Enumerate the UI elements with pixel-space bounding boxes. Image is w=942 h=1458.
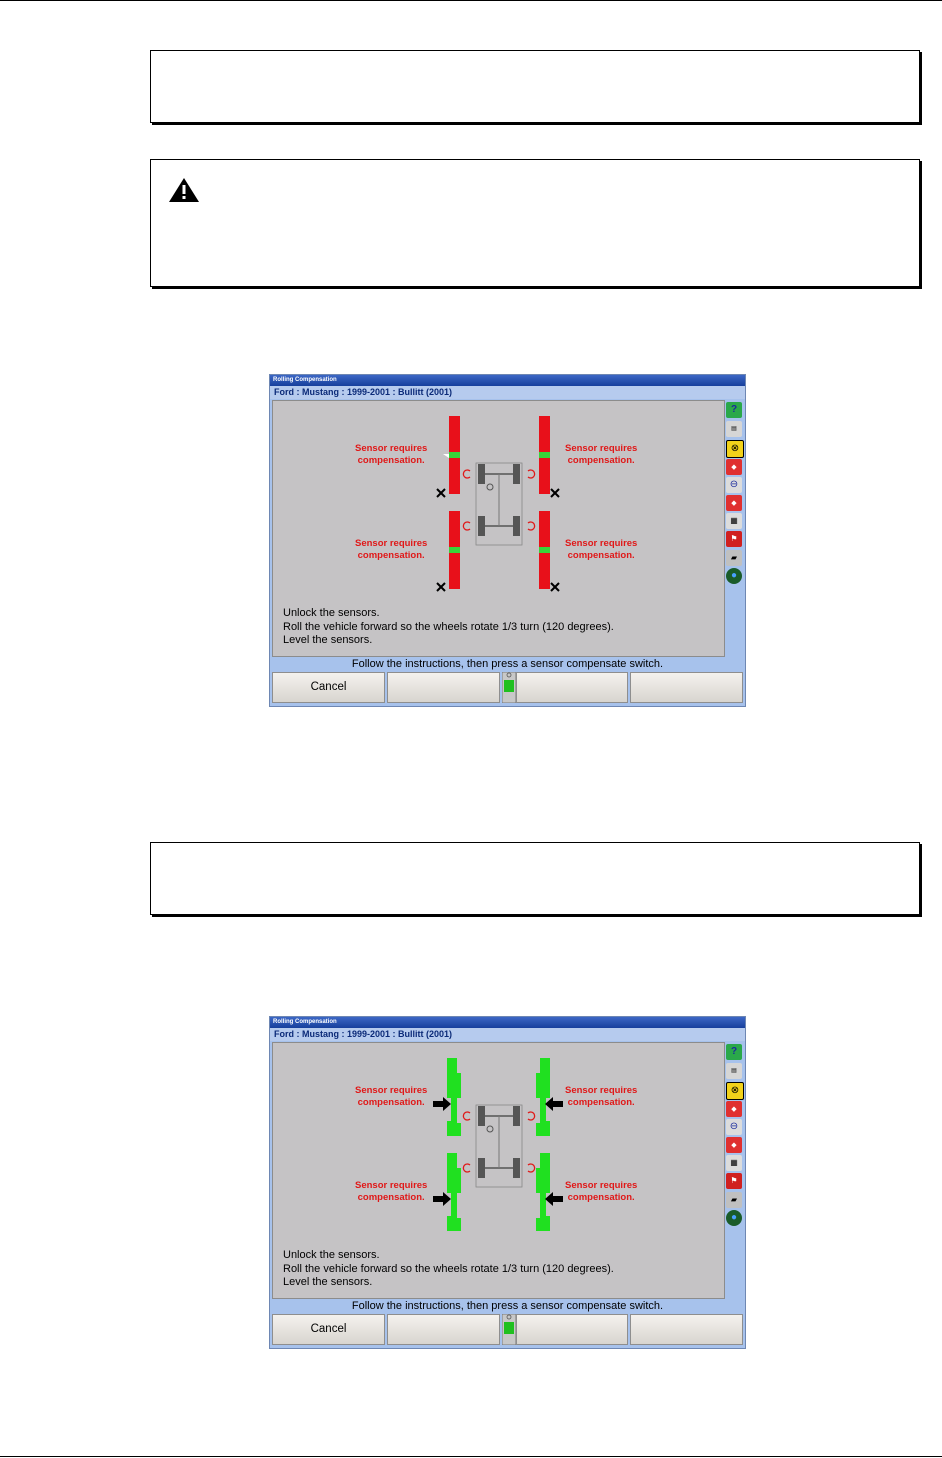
sensor-label-rf: Sensor requires compensation.	[565, 1085, 638, 1108]
instructions	[283, 607, 614, 648]
screenshot-red	[269, 374, 746, 707]
adjust-icon[interactable]: ◆	[726, 1137, 742, 1153]
instruction-line: Level the sensors.	[283, 1276, 373, 1288]
globe-icon[interactable]: ●	[726, 568, 742, 584]
window-title: Rolling Compensation	[270, 1017, 745, 1028]
function-button-2[interactable]	[387, 1314, 500, 1345]
vehicle-spec: Ford : Mustang : 1999-2001 : Bullitt (2001)	[270, 1028, 745, 1041]
function-buttons	[272, 672, 743, 704]
function-buttons	[272, 1314, 743, 1346]
help-icon[interactable]: ?	[726, 402, 742, 418]
function-button-4[interactable]	[630, 672, 743, 703]
tools-icon[interactable]: ▰	[726, 550, 742, 566]
sensor-bar-rr	[539, 511, 550, 589]
vehicle-spec: Ford : Mustang : 1999-2001 : Bullitt (2001)	[270, 386, 745, 399]
sensor-level-indicator	[502, 1314, 516, 1345]
measure-icon[interactable]: ◆	[726, 459, 742, 475]
print-icon[interactable]: ▦	[726, 513, 742, 529]
work-area	[272, 400, 725, 657]
bottom-rule	[0, 1456, 942, 1457]
status-message: Follow the instructions, then press a sensor compensate switch.	[351, 1300, 664, 1312]
sensor-diagram	[273, 1043, 724, 1238]
window-title: Rolling Compensation	[270, 375, 745, 386]
tools-icon[interactable]: ▰	[726, 1192, 742, 1208]
sensor-label-rr: Sensor requires compensation.	[565, 538, 638, 561]
sensor-bar-rr	[536, 1153, 550, 1231]
function-button-4[interactable]	[630, 1314, 743, 1345]
sensor-bar-rf	[539, 416, 550, 494]
sensor-level-indicator	[502, 672, 516, 703]
sensor-bar-lf	[447, 1058, 461, 1136]
steering-icon[interactable]: ⊖	[726, 477, 742, 493]
specs-icon[interactable]: ▤	[726, 421, 742, 437]
function-button-3[interactable]	[516, 1314, 628, 1345]
help-icon[interactable]: ?	[726, 1044, 742, 1060]
sensor-label-lr: Sensor requires compensation.	[355, 538, 428, 561]
vehicle-chassis	[476, 463, 522, 545]
sensor-diagram	[273, 401, 724, 596]
finish-flag-icon[interactable]: ⚑	[726, 531, 742, 547]
instruction-line: Unlock the sensors.	[283, 607, 380, 619]
note-box-2	[150, 842, 920, 915]
print-icon[interactable]: ▦	[726, 1155, 742, 1171]
globe-icon[interactable]: ●	[726, 1210, 742, 1226]
sensor-bar-lr	[449, 511, 460, 589]
sensor-bar-rf	[536, 1058, 550, 1136]
vehicle-sensor-graphic	[273, 1043, 724, 1238]
vehicle-chassis	[476, 1105, 522, 1187]
side-toolbar	[725, 1042, 743, 1297]
instructions	[283, 1249, 614, 1290]
sensor-label-lf: Sensor requires compensation.	[355, 443, 428, 466]
sensor-label-lf: Sensor requires compensation.	[355, 1085, 428, 1108]
status-message: Follow the instructions, then press a sensor compensate switch.	[351, 658, 664, 670]
function-button-2[interactable]	[387, 672, 500, 703]
sensor-label-lr: Sensor requires compensation.	[355, 1180, 428, 1203]
sensor-bar-lf	[443, 416, 460, 494]
steering-icon[interactable]: ⊖	[726, 1119, 742, 1135]
specs-icon[interactable]: ▤	[726, 1063, 742, 1079]
adjust-icon[interactable]: ◆	[726, 495, 742, 511]
instruction-line: Unlock the sensors.	[283, 1249, 380, 1261]
cancel-button[interactable]: Cancel	[272, 672, 385, 703]
sensor-label-rf: Sensor requires compensation.	[565, 443, 638, 466]
cancel-button[interactable]: Cancel	[272, 1314, 385, 1345]
measure-icon[interactable]: ◆	[726, 1101, 742, 1117]
sensor-label-rr: Sensor requires compensation.	[565, 1180, 638, 1203]
note-box-1	[150, 50, 920, 123]
instruction-line: Roll the vehicle forward so the wheels rotate 1/3 turn (120 degrees).	[283, 620, 614, 633]
instruction-line: Roll the vehicle forward so the wheels rotate 1/3 turn (120 degrees).	[283, 1262, 614, 1275]
compensate-icon[interactable]: ⊗	[726, 440, 744, 458]
finish-flag-icon[interactable]: ⚑	[726, 1173, 742, 1189]
top-rule	[0, 0, 942, 1]
vehicle-sensor-graphic	[273, 401, 724, 596]
warning-triangle-icon	[167, 176, 201, 204]
screenshot-green	[269, 1016, 746, 1349]
sensor-bar-lr	[447, 1153, 461, 1231]
instruction-line: Level the sensors.	[283, 634, 373, 646]
compensate-icon[interactable]: ⊗	[726, 1082, 744, 1100]
warning-box	[150, 159, 920, 287]
side-toolbar	[725, 400, 743, 655]
function-button-3[interactable]	[516, 672, 628, 703]
work-area	[272, 1042, 725, 1299]
